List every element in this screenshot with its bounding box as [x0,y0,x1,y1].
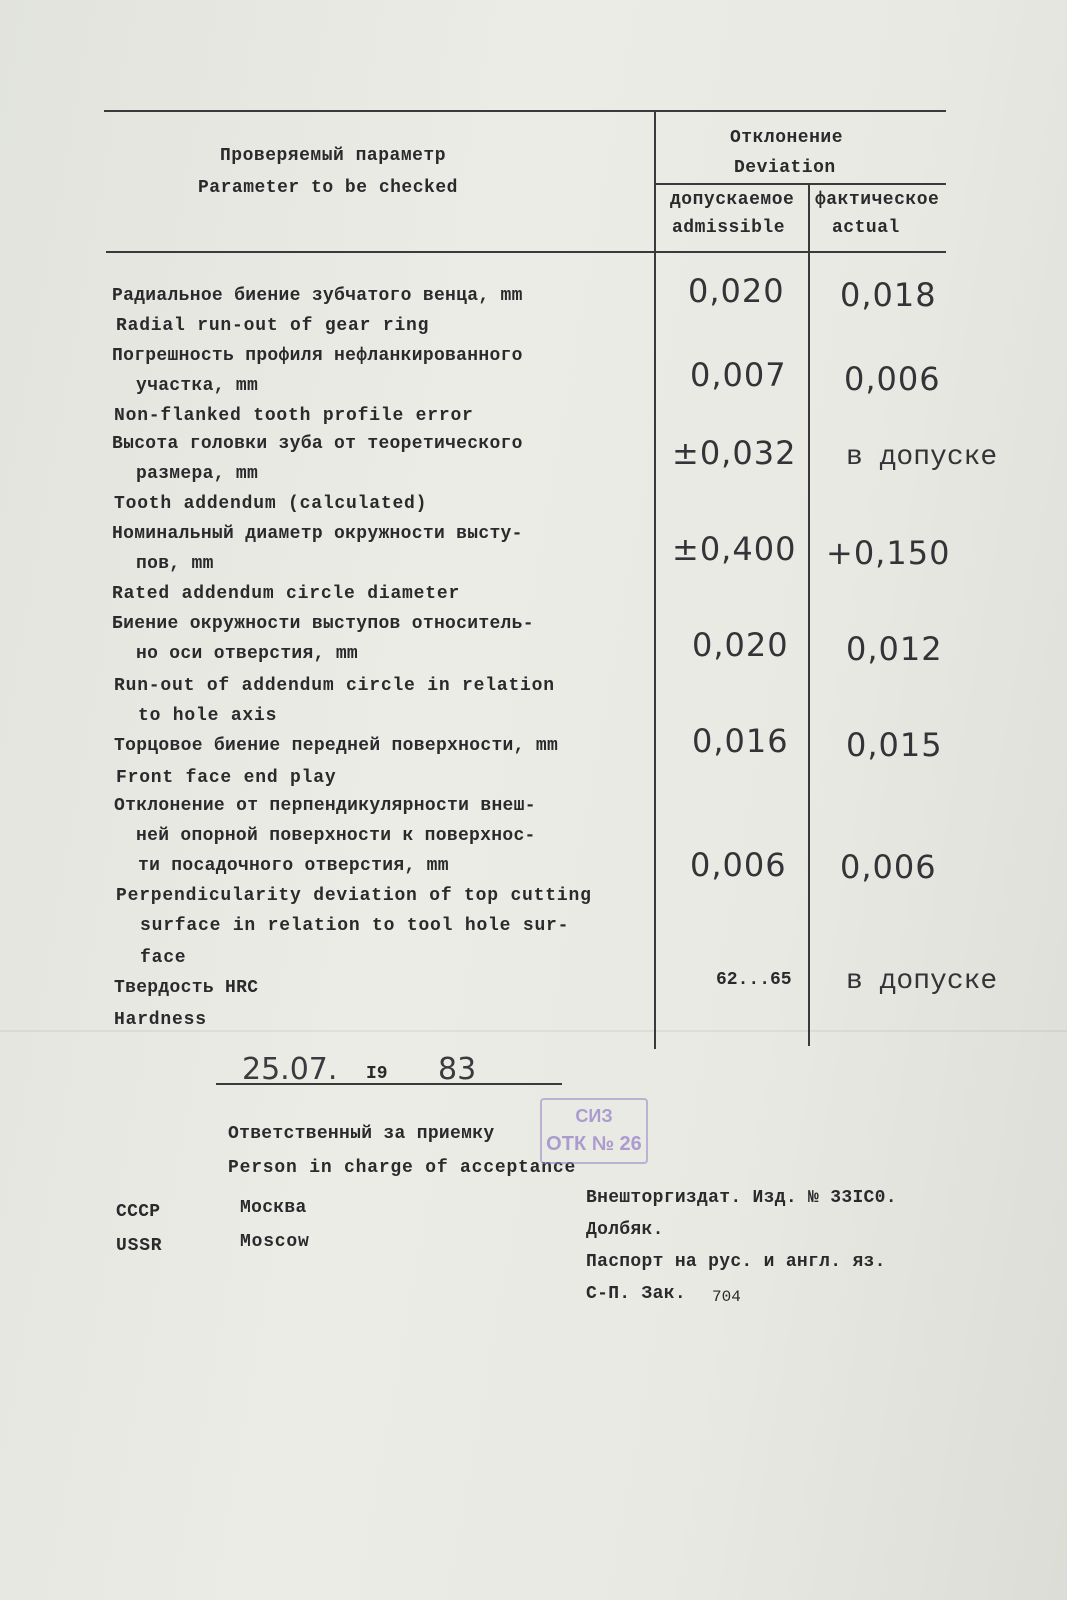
footer-country-en: USSR [116,1236,163,1256]
row-radial-runout-admissible: 0,020 [688,272,785,310]
row-profile-error-ru-1: Погрешность профиля нефланкированного [112,346,523,366]
row-perpendicularity-ru-2: ней опорной поверхности к поверхнос- [136,826,536,846]
row-addendum-runout-en-2: to hole axis [138,706,278,726]
row-addendum-runout-en-1: Run-out of addendum circle in relation [114,676,555,696]
row-addendum-diameter-ru-2: пов, mm [136,554,214,574]
header-actual-ru: фактическое [815,190,940,210]
acceptance-en: Person in charge of acceptance [228,1158,577,1178]
row-radial-runout-actual: 0,018 [840,276,937,314]
row-addendum-diameter-en: Rated addendum circle diameter [112,584,461,604]
row-perpendicularity-actual: 0,006 [840,848,937,886]
row-profile-error-admissible: 0,007 [690,356,787,394]
row-addendum-runout-actual: 0,012 [846,630,943,668]
column-divider-left [654,112,656,1049]
row-face-runout-actual: 0,015 [846,726,943,764]
row-perpendicularity-admissible: 0,006 [690,846,787,884]
column-divider-right [808,185,810,1046]
row-face-runout-ru: Торцовое биение передней поверхности, mm [114,736,559,756]
row-addendum-diameter-actual: +0,150 [826,534,951,572]
footer-country-ru: СССР [116,1202,161,1222]
row-perpendicularity-en-2: surface in relation to tool hole sur- [140,916,570,936]
row-addendum-height-ru-1: Высота головки зуба от теоретического [112,434,523,454]
footer-publisher: Внешторгиздат. Изд. № 33IC0. [586,1188,897,1208]
row-addendum-runout-ru-1: Биение окружности выступов относитель- [112,614,534,634]
date-year: 83 [438,1052,477,1087]
header-actual-en: actual [832,218,900,238]
footer-product: Долбяк. [586,1220,664,1240]
footer-order-label: С-П. Зак. [586,1284,686,1304]
table-top-rule [104,110,946,112]
row-face-runout-admissible: 0,016 [692,722,789,760]
row-hardness-en: Hardness [114,1010,207,1030]
row-radial-runout-ru: Радиальное биение зубчатого венца, mm [112,286,523,306]
footer-passport-lang: Паспорт на рус. и англ. яз. [586,1252,886,1272]
header-deviation-en: Deviation [734,158,836,178]
footer-city-ru: Москва [240,1198,307,1218]
header-admissible-en: admissible [672,218,786,238]
row-hardness-admissible: 62...65 [716,970,792,990]
row-face-runout-en: Front face end play [116,768,337,788]
row-profile-error-actual: 0,006 [844,360,941,398]
stamp-line-1: СИЗ [575,1106,613,1126]
row-addendum-height-actual: в допуске [846,442,998,473]
header-bottom-rule [106,251,946,253]
row-perpendicularity-en-3: face [140,948,187,968]
row-profile-error-ru-2: участка, mm [136,376,259,396]
header-deviation-ru: Отклонение [730,128,844,148]
row-addendum-height-admissible: ±0,032 [672,434,797,472]
footer-order-number: 704 [712,1288,741,1306]
row-perpendicularity-ru-1: Отклонение от перпендикулярности внеш- [114,796,536,816]
row-profile-error-en: Non-flanked tooth profile error [114,406,474,426]
row-perpendicularity-ru-3: ти посадочного отверстия, mm [138,856,449,876]
otk-stamp [540,1098,648,1164]
row-addendum-diameter-admissible: ±0,400 [672,530,797,568]
stamp-line-2: ОТК № 26 [546,1133,642,1155]
header-param-en: Parameter to be checked [198,178,458,198]
footer-city-en: Moscow [240,1232,310,1252]
deviation-sub-rule [656,183,946,185]
row-addendum-diameter-ru-1: Номинальный диаметр окружности высту- [112,524,523,544]
row-perpendicularity-en-1: Perpendicularity deviation of top cutting [116,886,592,906]
row-addendum-height-en: Tooth addendum (calculated) [114,494,428,514]
row-hardness-actual: в допуске [846,966,998,997]
row-radial-runout-en: Radial run-out of gear ring [116,316,430,336]
paper-crease [0,1030,1067,1032]
row-addendum-runout-ru-2: но оси отверстия, mm [136,644,359,664]
header-param-ru: Проверяемый параметр [220,146,447,166]
acceptance-ru: Ответственный за приемку [228,1124,495,1144]
row-addendum-runout-admissible: 0,020 [692,626,789,664]
date-day-month: 25.07. [242,1052,338,1087]
row-addendum-height-ru-2: размера, mm [136,464,259,484]
date-century: I9 [366,1064,388,1084]
row-hardness-ru: Твердость HRC [114,978,259,998]
header-admissible-ru: допускаемое [670,190,795,210]
